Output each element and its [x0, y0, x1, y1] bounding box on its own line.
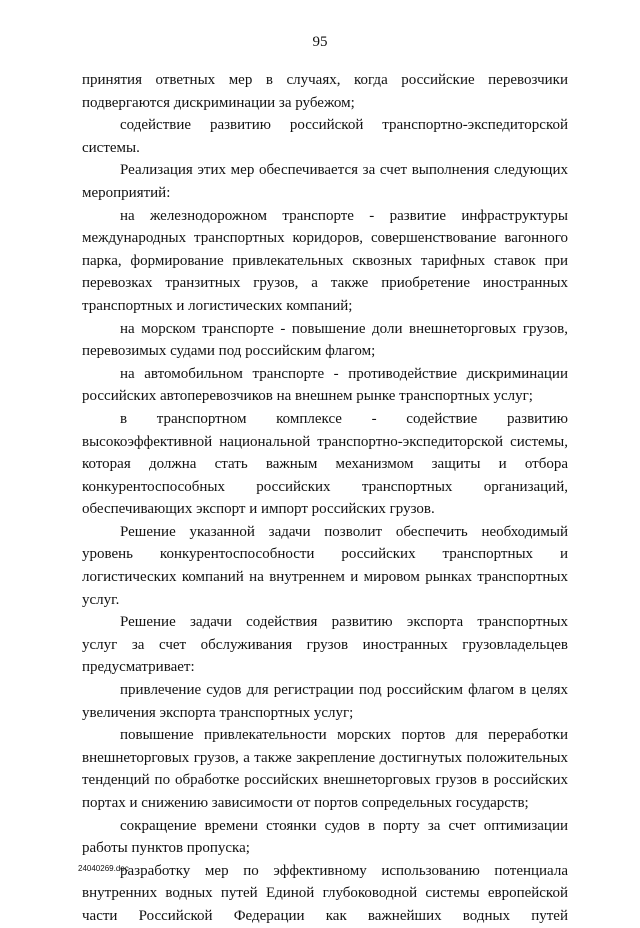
text-line: российских автоперевозчиков на внешнем рынке транспортных услуг;: [82, 388, 533, 405]
text-line: привлечение судов для регистрации под российским флагом в целях: [120, 682, 568, 699]
text-line: Решение задачи содействия развитию экспорта транспортных: [120, 614, 568, 631]
text-line: высокоэффективной национальной транспортно-экспедиторской системы,: [82, 433, 568, 450]
text-line: Решение указанной задачи позволит обеспечить необходимый: [120, 523, 568, 540]
text-line: обеспечивающих экспорт и импорт российских грузов.: [82, 501, 435, 518]
text-line: конкурентоспособных российских транспортных организаций,: [82, 478, 568, 495]
text-line: в транспортном комплексе - содействие развитию: [120, 410, 568, 427]
text-line: транспортных и логистических компаний;: [82, 297, 353, 314]
text-line: перевозках транзитных грузов, а также приобретение иностранных: [82, 275, 568, 292]
text-line: повышение привлекательности морских портов для переработки: [120, 727, 568, 744]
text-line: сокращение времени стоянки судов в порту за счет оптимизации: [120, 817, 568, 834]
text-line: части Российской Федерации как важнейших водных путей: [82, 907, 568, 924]
text-line: разработку мер по эффективному использованию потенциала: [120, 862, 568, 879]
text-line: которая должна стать важным механизмом защиты и отбора: [82, 456, 568, 473]
text-line: внутренних водных путей Единой глубоководной системы европейской: [82, 885, 568, 902]
text-line: услуг за счет обслуживания грузов иностранных грузовладельцев: [82, 636, 568, 653]
text-line: Реализация этих мер обеспечивается за счет выполнения следующих: [120, 162, 568, 179]
text-line: принятия ответных мер в случаях, когда российские перевозчики: [82, 72, 568, 88]
text-line: услуг.: [82, 591, 120, 608]
text-line: предусматривает:: [82, 659, 195, 676]
text-line: системы.: [82, 139, 140, 156]
text-line: логистических компаний на внутреннем и мировом рынках транспортных: [82, 569, 568, 586]
text-line: содействие развитию российской транспортно-экспедиторской: [120, 117, 568, 134]
text-line: парка, формирование привлекательных сквозных тарифных ставок при: [82, 252, 568, 269]
text-line: уровень конкурентоспособности российских транспортных и: [82, 546, 568, 563]
text-line: подвергаются дискриминации за рубежом;: [82, 94, 355, 111]
footer-filename: 24040269.doc: [78, 864, 129, 873]
text-line: перевозимых судами под российским флагом;: [82, 343, 376, 360]
text-line: на железнодорожном транспорте - развитие инфраструктуры: [120, 207, 568, 224]
text-line: внешнеторговых грузов, а также закрепление достигнутых положительных: [82, 749, 568, 766]
text-line: на морском транспорте - повышение доли внешнеторговых грузов,: [120, 320, 568, 337]
text-line: работы пунктов пропуска;: [82, 840, 250, 857]
text-line: мероприятий:: [82, 184, 171, 201]
text-line: тенденций по обработке российских внешнеторговых грузов в российских: [82, 772, 568, 789]
text-line: международных транспортных коридоров, совершенствование вагонного: [82, 230, 568, 247]
page-number: 95: [312, 34, 328, 50]
text-line: на автомобильном транспорте - противодействие дискриминации: [120, 365, 568, 382]
document-body: [82, 69, 568, 928]
text-line: увеличения экспорта транспортных услуг;: [82, 704, 354, 721]
text-line: портах и снижению зависимости от портов сопредельных государств;: [82, 795, 529, 811]
